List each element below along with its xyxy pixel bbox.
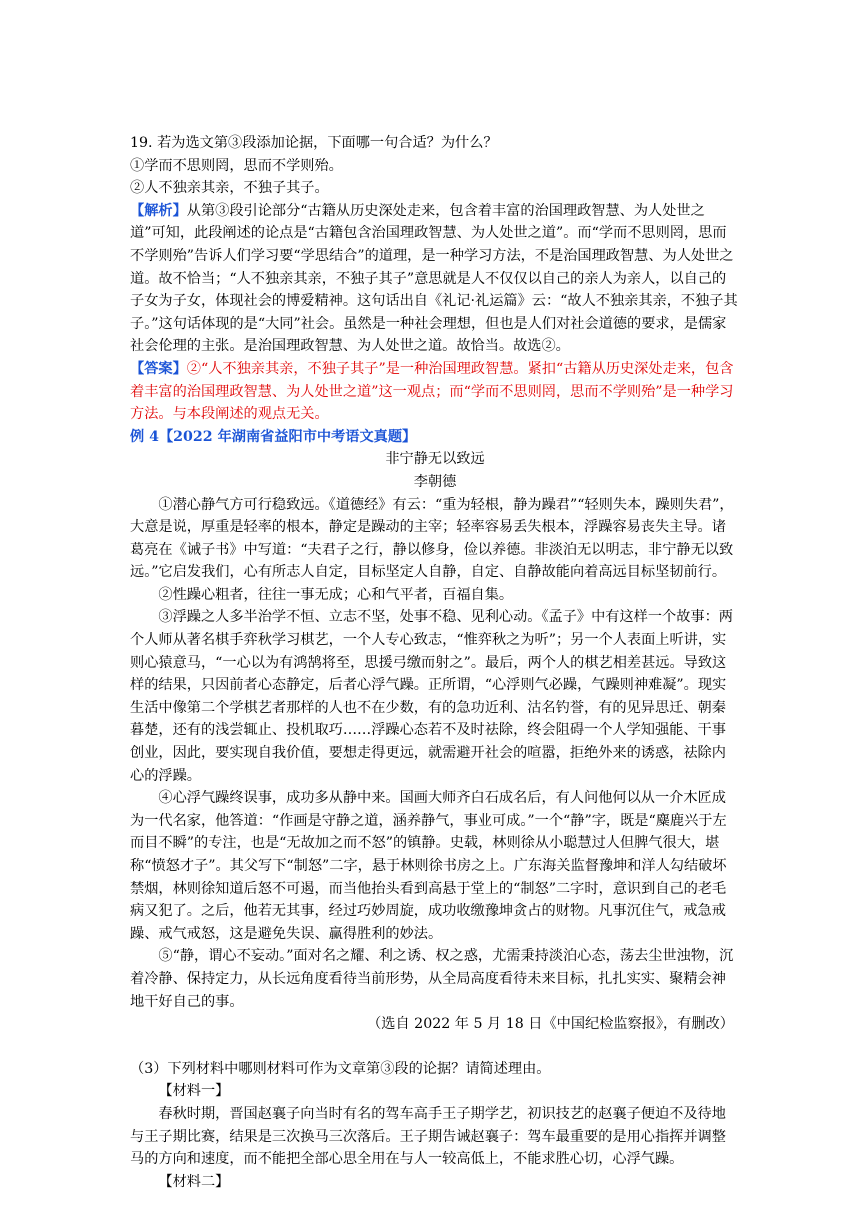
- question-19: 19. 若为选文第③段添加论据，下面哪一句合适？为什么？: [130, 135, 498, 151]
- article-paragraph-3: ③浮躁之人多半治学不恒、立志不坚，处事不稳、见利心动。《孟子》中有这样一个故事：两个人师从著名棋手弈秋学习棋艺，一个人专心致志，“惟弈秋之为听”；另一个人表面上听讲，实则心猿意马，“一心以为有鸿鹄将至，思援弓缴而射之”。最后，两个人的棋艺相差甚远。导致这样的结果，只因前者心态静定，后者心浮气躁。正所谓，“心浮则气必躁，气躁则神难凝”。现实生活中像第二个学棋艺者那样的人也不在少数，有的急功近利、沽名钓誉，有的见异思迁、朝秦暮楚，还有的浅尝辄止、投机取巧……浮躁心态若不及时祛除，终会阻碍一个人学知强能、干事创业，因此，要实现自我价值，要想走得更远，就需避开社会的喧嚣，拒绝外来的诱惑，祛除内心的浮躁。: [130, 609, 733, 784]
- article-source: （选自 2022 年 5 月 18 日《中国纪检监察报》，有删改）: [367, 1016, 734, 1033]
- material-1-text: 春秋时期，晋国赵襄子向当时有名的驾车高手王子期学艺，初识技艺的赵襄子便迫不及待地与王子期比赛，结果是三次换马三次落后。王子期告诫赵襄子：驾车最重要的是用心指挥并调整马的方向和速度，而不能把全部心思全用在与人一较高低上，不能求胜心切，心浮气躁。: [130, 1105, 726, 1168]
- article-title: 非宁静无以致远: [385, 451, 485, 468]
- answer-tag: 【答案】: [130, 360, 187, 377]
- analysis-tag: 【解析】: [130, 202, 187, 219]
- article-paragraph-5: ⑤“静，谓心不妄动。”面对名之耀、利之诱、权之惑，尤需秉持淡泊心态，荡去尘世浊物，沉着冷静、保持定力，从长远角度看待当前形势，从全局高度看待未来目标，扎扎实实、聚精会神地干好自己的事。: [130, 948, 734, 1010]
- option-1: ①学而不思则罔，思而不学则殆。: [130, 157, 343, 174]
- material-2-label: 【材料二】: [158, 1173, 230, 1190]
- material-1-label: 【材料一】: [158, 1083, 230, 1100]
- article-paragraph-2: ②性躁心粗者，往往一事无成；心和气平者，百福自集。: [158, 586, 514, 603]
- article-paragraph-4: ④心浮气躁终误事，成功多从静中来。国画大师齐白石成名后，有人问他何以从一介木匠成为一代名家，他答道：“作画是守静之道，涵养静气，事业可成。”一个“静”字，既是“麋鹿兴于左而目不瞬”的专注，也是“无故加之而不怒”的镇静。史载，林则徐从小聪慧过人但脾气很大，堪称“愤怒才子”。其父写下“制怒”二字，悬于林则徐书房之上。广东海关监督豫坤和洋人勾结破坏禁烟，林则徐知道后怒不可遏，而当他抬头看到高悬于堂上的“制怒”二字时，意识到自己的老毛病又犯了。之后，他若无其事，经过巧妙周旋，成功收缴豫坤贪占的财物。凡事沉住气，戒急戒躁、戒气戒怒，这是避免失误、赢得胜利的妙法。: [130, 790, 727, 942]
- analysis-block: [130, 200, 740, 358]
- question-3: （3）下列材料中哪则材料可作为文章第③段的论据？请简述理由。: [130, 1060, 551, 1077]
- article-paragraph-1: ①潜心静气方可行稳致远。《道德经》有云：“重为轻根，静为躁君”“轻则失本，躁则失君”，大意是说，厚重是轻率的根本，静定是躁动的主宰；轻率容易丢失根本，浮躁容易丧失主导。诸葛亮在《诫子书》中写道：“夫君子之行，静以修身，俭以养德。非淡泊无以明志，非宁静无以致远。”它启发我们，心有所志人自定，目标坚定人自静，自定、自静故能向着高远目标坚韧前行。: [130, 496, 734, 581]
- article-author: 李朝德: [413, 473, 457, 490]
- analysis-text: 从第③段引论部分“古籍从历史深处走来，包含着丰富的治国理政智慧、为人处世之道”可知，此段阐述的论点是“古籍包含治国理政智慧、为人处世之道”。而“学而不思则罔，思而不学则殆”告诉人们学习要“学思结合”的道理，是一种学习方法，不是治国理政智慧、为人处世之道。故不恰当；“人不独亲其亲，不独子其子”意思就是人不仅仅以自己的亲人为亲人，以自己的子女为子女，体现社会的博爱精神。这句话出自《礼记·礼运篇》云：“故人不独亲其亲，不独子其子。”这句话体现的是“大同”社会。虽然是一种社会理想，但也是人们对社会道德的要求，是儒家社会伦理的主张。是治国理政智慧、为人处世之道。故恰当。故选②。: [130, 202, 738, 355]
- answer-block: [130, 358, 740, 426]
- spacer: [130, 1036, 740, 1058]
- answer-text: ②“人不独亲其亲，不独子其子”是一种治国理政智慧。紧扣“古籍从历史深处走来，包含着丰富的治国理政智慧、为人处世之道”这一观点；而“学而不思则罔，思而不学则殆”是一种学习方法。与本段阐述的观点无关。: [130, 360, 734, 423]
- example-4-heading: 例 4【2022 年湖南省益阳市中考语文真题】: [130, 428, 417, 445]
- option-2: ②人不独亲其亲，不独子其子。: [130, 180, 329, 197]
